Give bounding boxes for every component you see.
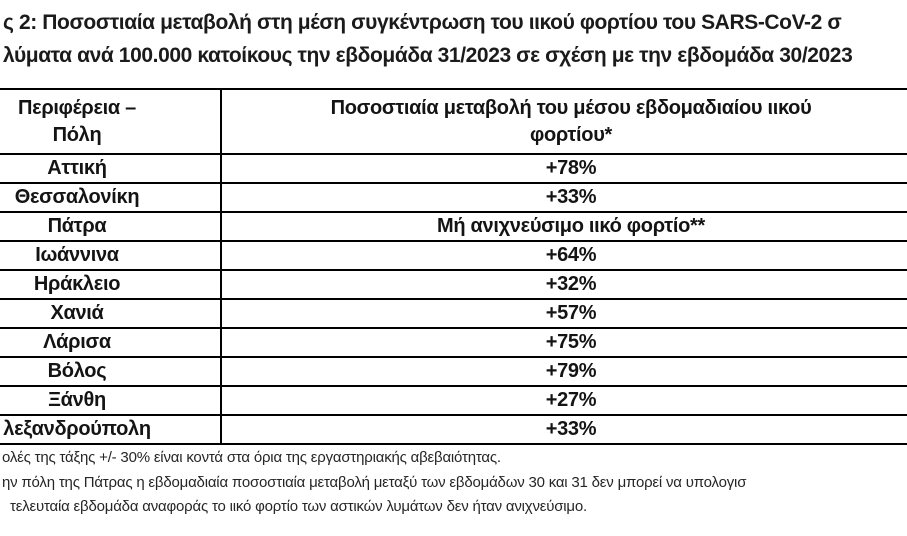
table-row (0, 184, 907, 213)
table-row (0, 213, 907, 242)
header-change-line2: φορτίου* (529, 123, 613, 146)
city-cell: Αττική (0, 155, 222, 182)
table-row (0, 329, 907, 358)
table-caption (3, 6, 852, 72)
table-header-row (0, 90, 907, 155)
value-cell: +27% (545, 389, 597, 411)
city-cell: Πάτρα (0, 213, 222, 240)
table-row (0, 242, 907, 271)
footnote-patra-1: ην πόλη της Πάτρας η εβδομαδιαία ποσοστιαία μεταβολή μεταξύ των εβδομάδων 30 και 31 δεν μπορεί να υπολογισ (2, 473, 747, 491)
footnote-patra-2: τελευταία εβδομάδα αναφοράς το ιικό φορτίο των αστικών λυμάτων δεν ήταν ανιχνεύσιμο. (10, 498, 587, 515)
table-row (0, 271, 907, 300)
value-cell: +79% (545, 360, 597, 382)
table-row (0, 416, 907, 445)
table-row (0, 155, 907, 184)
city-cell: Ιωάννινα (0, 242, 222, 269)
caption-line-2: λύματα ανά 100.000 κατοίκους την εβδομάδα 31/2023 σε σχέση με την εβδομάδα 30/2023 (3, 44, 853, 67)
footnotes (2, 446, 746, 520)
value-cell: +33% (545, 186, 597, 208)
footnote-uncertainty: ολές της τάξης +/- 30% είναι κοντά στα όρια της εργαστηριακής αβεβαιότητας. (2, 449, 501, 466)
city-cell: Θεσσαλονίκη (0, 184, 222, 211)
table-row (0, 300, 907, 329)
city-cell: Χανιά (0, 300, 222, 327)
caption-line-1: ς 2: Ποσοστιαία μεταβολή στη μέση συγκέντρωση του ιικού φορτίου του SARS-CoV-2 σ (3, 11, 842, 34)
header-change-line1: Ποσοστιαία μεταβολή του μέσου εβδομαδιαίου ιικού (330, 96, 812, 119)
header-change (222, 90, 907, 153)
table-row (0, 358, 907, 387)
header-region-line2: Πόλη (52, 123, 102, 146)
value-cell: +32% (545, 273, 597, 295)
value-cell: Μή ανιχνεύσιμο ιικό φορτίο** (436, 215, 705, 237)
viral-load-table (0, 88, 907, 445)
value-cell: +33% (545, 418, 597, 440)
city-cell: Βόλος (0, 358, 222, 385)
city-cell: Λάρισα (0, 329, 222, 356)
header-region-city (0, 90, 222, 153)
table-row (0, 387, 907, 416)
city-cell: Ξάνθη (0, 387, 222, 414)
header-region-line1: Περιφέρεια – (18, 96, 136, 119)
city-cell: Ηράκλειο (0, 271, 222, 298)
city-cell: λεξανδρούπολη (0, 416, 222, 443)
value-cell: +57% (545, 302, 597, 324)
value-cell: +78% (545, 157, 597, 179)
value-cell: +75% (545, 331, 597, 353)
value-cell: +64% (545, 244, 597, 266)
